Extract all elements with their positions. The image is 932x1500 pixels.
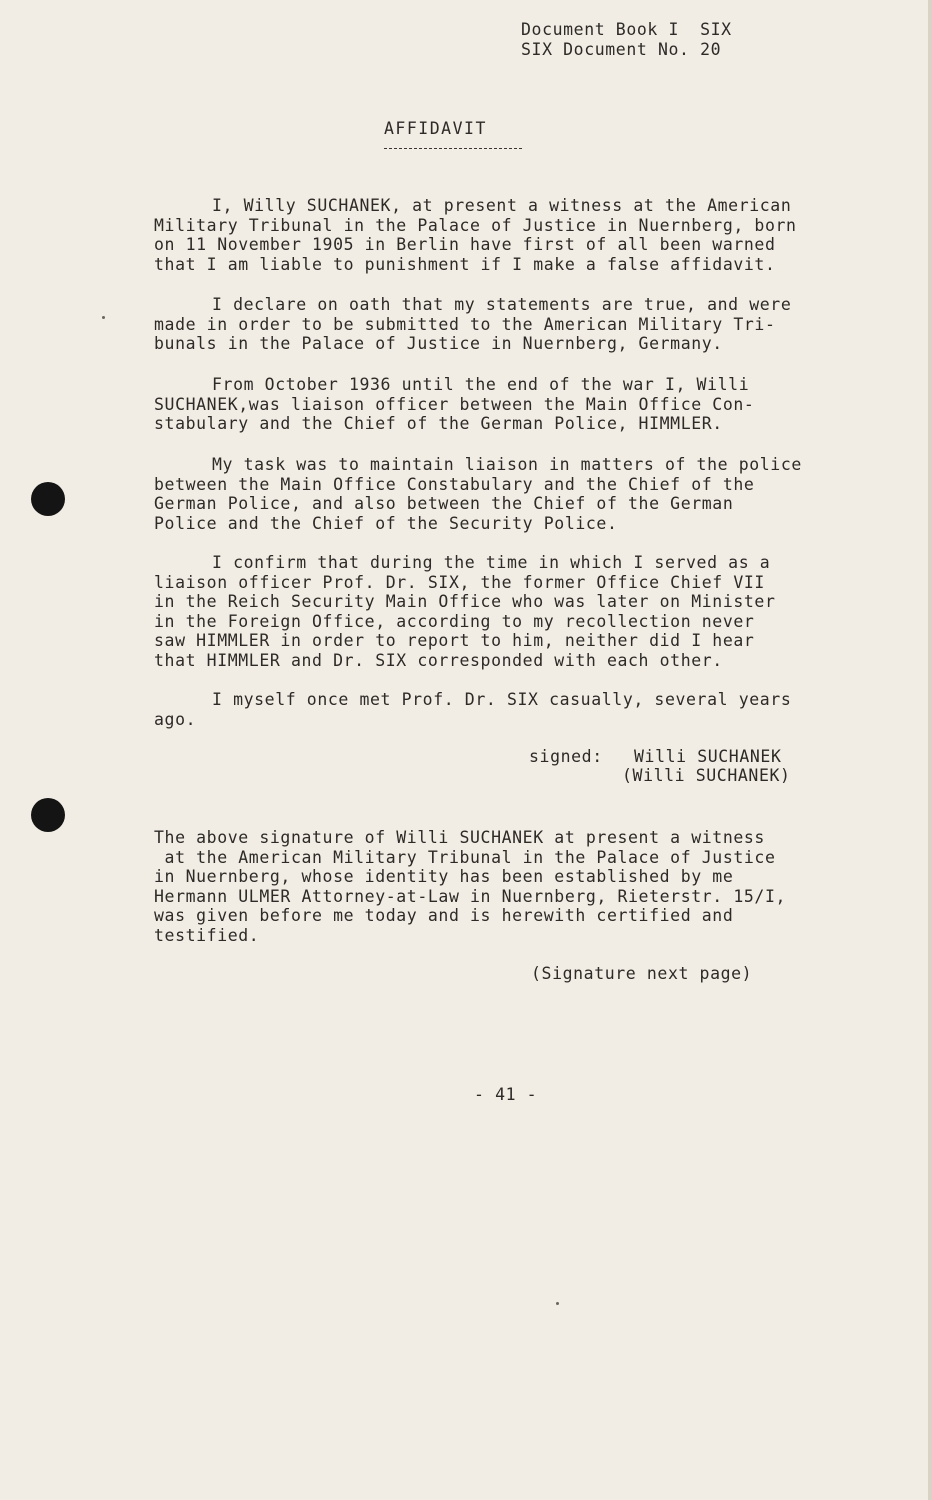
text-line: I confirm that during the time in which I served as a (212, 553, 771, 572)
text-line: was given before me today and is herewith certified and (154, 906, 734, 925)
title-underline (384, 148, 522, 149)
text-line: that I am liable to punishment if I make a false affidavit. (154, 254, 776, 274)
paragraph-liaison-period (154, 375, 864, 434)
text-line: made in order to be submitted to the American Military Tri- (154, 314, 776, 334)
text-line: Police and the Chief of the Security Police. (154, 513, 618, 533)
text-line: in the Reich Security Main Office who was later on Minister (154, 592, 776, 611)
text-line: stabulary and the Chief of the German Police, HIMMLER. (154, 414, 723, 433)
paragraph-task (154, 455, 864, 533)
signature-name: Willi SUCHANEK (634, 747, 782, 766)
text-line: in Nuernberg, whose identity has been established by me (154, 867, 734, 886)
text-line: in the Foreign Office, according to my recollection never (154, 611, 755, 631)
paragraph-casual-meeting (154, 690, 864, 729)
punch-hole (31, 798, 65, 832)
text-line: German Police, and also between the Chief of the German (154, 494, 734, 513)
paragraph-confirmation (154, 553, 864, 670)
text-line: I, Willy SUCHANEK, at present a witness at the American (212, 196, 792, 215)
document-title: AFFIDAVIT (384, 119, 487, 138)
page-edge (928, 0, 932, 1500)
text-line: I declare on oath that my statements are true, and were (212, 295, 792, 314)
text-line: From October 1936 until the end of the war I, Willi (212, 375, 750, 394)
next-page-note: (Signature next page) (531, 964, 753, 983)
certification-paragraph (154, 828, 864, 945)
text-line: testified. (154, 925, 260, 945)
text-line: saw HIMMLER in order to report to him, neither did I hear (154, 631, 755, 650)
text-line: Hermann ULMER Attorney-at-Law in Nuernberg, Rieterstr. 15/I, (154, 886, 787, 906)
text-line: on 11 November 1905 in Berlin have first of all been warned (154, 235, 776, 254)
text-line: The above signature of Willi SUCHANEK at present a witness (154, 828, 765, 847)
text-line: My task was to maintain liaison in matters of the police (212, 455, 802, 474)
text-line: liaison officer Prof. Dr. SIX, the former Office Chief VII (154, 572, 765, 592)
paper-speck (556, 1302, 559, 1305)
signature-name-parenthetical: (Willi SUCHANEK) (622, 766, 791, 785)
text-line: that HIMMLER and Dr. SIX corresponded with each other. (154, 650, 723, 670)
paragraph-witness-statement (154, 196, 864, 274)
punch-hole (31, 482, 65, 516)
text-line: I myself once met Prof. Dr. SIX casually, several years (212, 690, 792, 709)
text-line: ago. (154, 709, 197, 729)
text-line: bunals in the Palace of Justice in Nuernberg, Germany. (154, 334, 723, 353)
text-line: SUCHANEK,was liaison officer between the Main Office Con- (154, 394, 755, 414)
document-number-label: SIX Document No. 20 (521, 40, 722, 59)
paper-speck (102, 316, 105, 319)
text-line: at the American Military Tribunal in the Palace of Justice (154, 847, 776, 867)
page-number: - 41 - (474, 1085, 538, 1104)
text-line: Military Tribunal in the Palace of Justice in Nuernberg, born (154, 215, 797, 235)
document-book-label: Document Book I SIX (521, 20, 732, 39)
text-line: between the Main Office Constabulary and the Chief of the (154, 474, 755, 494)
paragraph-oath (154, 295, 864, 354)
signed-label: signed: (529, 747, 603, 766)
